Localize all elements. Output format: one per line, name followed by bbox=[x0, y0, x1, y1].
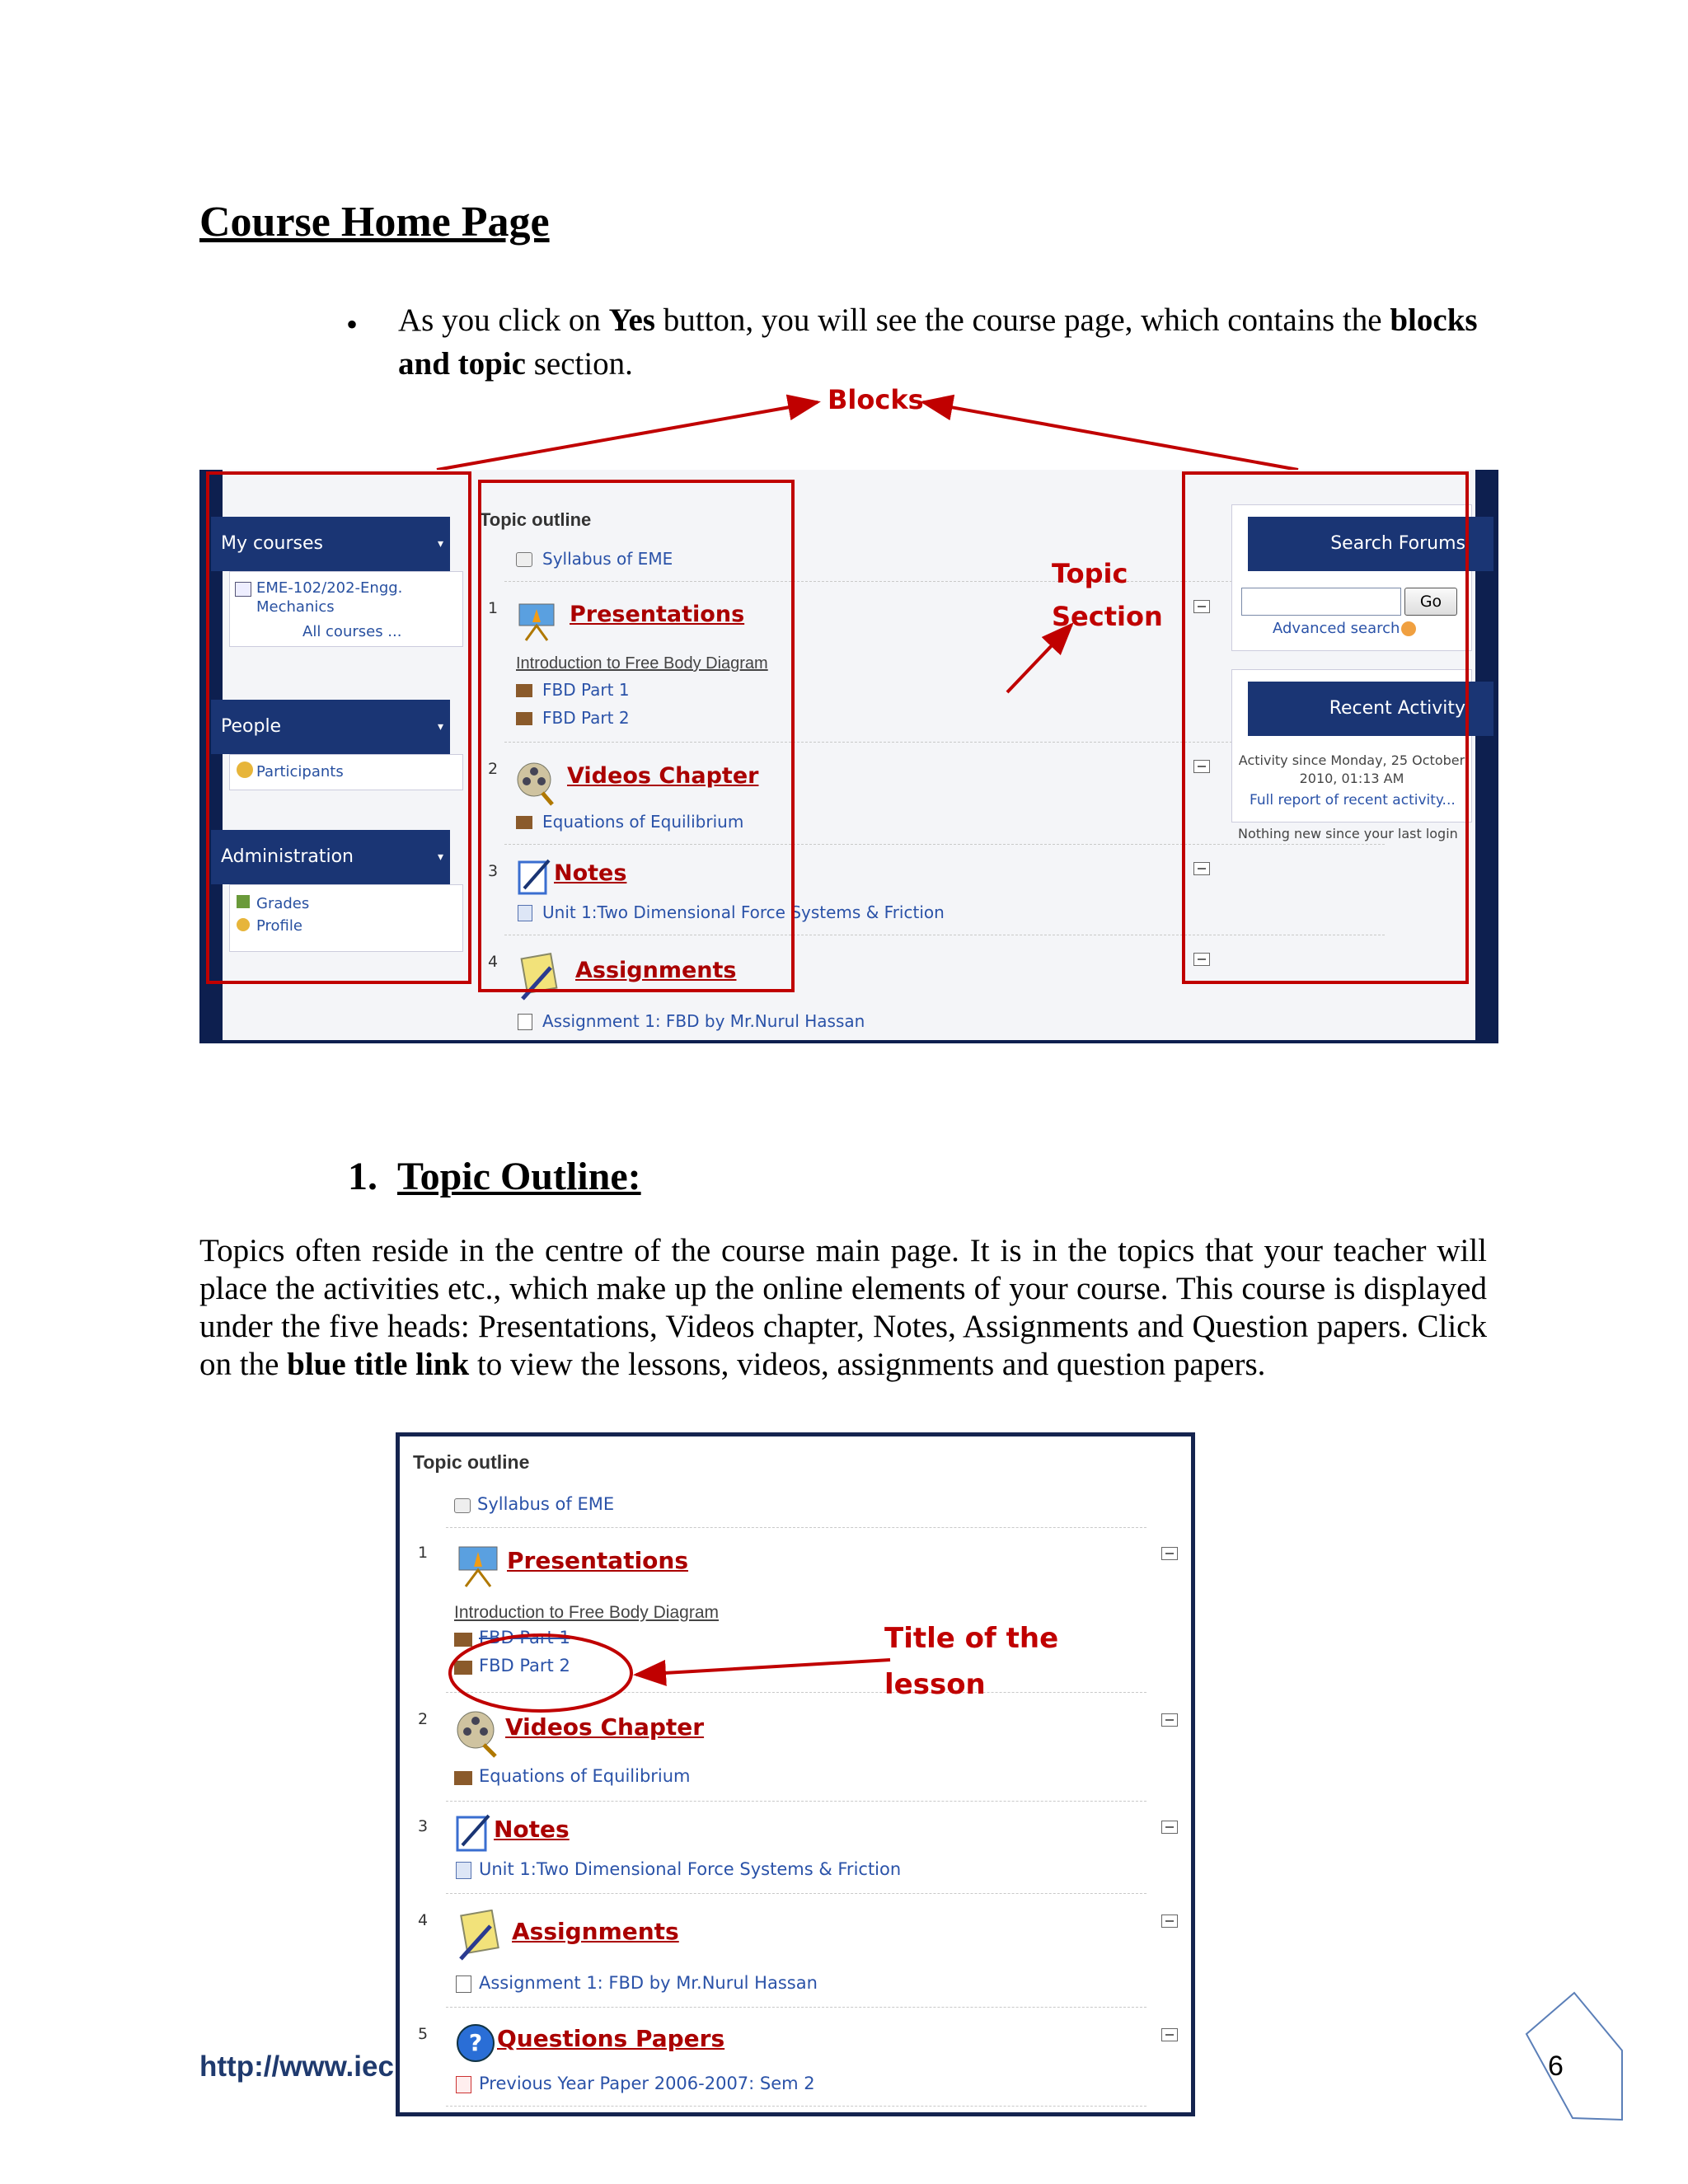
grades-link[interactable]: Grades bbox=[256, 895, 310, 912]
full-report-link[interactable]: Full report of recent activity... bbox=[1250, 792, 1456, 808]
topic-title-link[interactable]: Notes bbox=[494, 1816, 570, 1843]
topic-outline-header: Topic outline bbox=[480, 509, 592, 530]
all-courses-link[interactable]: All courses ... bbox=[302, 623, 402, 640]
lesson-label: Introduction to Free Body Diagram bbox=[454, 1603, 719, 1622]
page-title: Course Home Page bbox=[199, 199, 550, 246]
page-number: 6 bbox=[1548, 2050, 1564, 2082]
syllabus-link[interactable]: Syllabus of EME bbox=[477, 1494, 615, 1514]
topic-number: 5 bbox=[418, 2025, 429, 2043]
svg-text:?: ? bbox=[468, 2029, 483, 2056]
resource-link[interactable]: FBD Part 1 bbox=[479, 1628, 570, 1647]
syllabus-link[interactable]: Syllabus of EME bbox=[542, 549, 673, 569]
resource-link[interactable]: Equations of Equilibrium bbox=[479, 1766, 691, 1786]
footer-url[interactable]: http://www.iec bbox=[199, 2050, 394, 2083]
resource-link[interactable]: Assignment 1: FBD by Mr.Nurul Hassan bbox=[542, 1011, 865, 1031]
topic-number: 4 bbox=[418, 1911, 429, 1929]
resource-link[interactable]: Equations of Equilibrium bbox=[542, 812, 744, 832]
topic-number: 3 bbox=[418, 1817, 429, 1835]
topic-title-link[interactable]: Presentations bbox=[507, 1547, 689, 1574]
topic-title-link[interactable]: Videos Chapter bbox=[567, 763, 759, 789]
topic-title-link[interactable]: Questions Papers bbox=[497, 2025, 725, 2052]
topic-number: 2 bbox=[488, 760, 499, 778]
intro-text: As you click on Yes button, you will see the course page, which contains the blocks and topic section. bbox=[398, 302, 1478, 382]
topic-number: 1 bbox=[488, 599, 499, 617]
resource-link[interactable]: Unit 1:Two Dimensional Force Systems & Friction bbox=[542, 902, 945, 922]
topic-title-link[interactable]: Videos Chapter bbox=[505, 1713, 705, 1741]
topic-title-link[interactable]: Assignments bbox=[575, 958, 737, 983]
resource-link[interactable]: FBD Part 1 bbox=[542, 680, 630, 700]
my-courses-block-header[interactable]: My courses ▾ bbox=[211, 517, 450, 571]
resource-link[interactable]: Previous Year Paper 2006-2007: Sem 2 bbox=[479, 2074, 815, 2093]
topic-title-link[interactable]: Presentations bbox=[570, 602, 745, 627]
topic-title-link[interactable]: Notes bbox=[554, 860, 627, 886]
go-button[interactable]: Go bbox=[1404, 588, 1457, 616]
resource-link[interactable]: Assignment 1: FBD by Mr.Nurul Hassan bbox=[479, 1973, 818, 1993]
blocks-annotation: Blocks bbox=[828, 384, 924, 415]
body-paragraph: Topics often reside in the centre of the course main page. It is in the topics that your teacher will place the activities etc., which make up the online elements of your course. This course is displayed under the five heads: Presentations, Videos chapter, Notes, Assignments and Question papers. Click on the blue title link to view the lessons, videos, assignments and question papers. bbox=[199, 1233, 1487, 1382]
people-block-header[interactable]: People ▾ bbox=[211, 700, 450, 754]
resource-link[interactable]: FBD Part 2 bbox=[479, 1656, 570, 1675]
course-link[interactable]: EME-102/202-Engg. Mechanics bbox=[256, 579, 403, 616]
topic-outline-header: Topic outline bbox=[413, 1451, 530, 1473]
search-forums-header[interactable]: Search Forums bbox=[1248, 517, 1493, 571]
recent-activity-header[interactable]: Recent Activity bbox=[1248, 682, 1493, 736]
nothing-new-text: Nothing new since your last login bbox=[1238, 826, 1458, 841]
administration-block-header[interactable]: Administration ▾ bbox=[211, 830, 450, 884]
section-heading: 1. Topic Outline: bbox=[348, 1155, 641, 1198]
activity-since: Activity since Monday, 25 October 2010, 01:13 AM bbox=[1238, 752, 1465, 786]
topic-number: 1 bbox=[418, 1544, 429, 1562]
resource-link[interactable]: FBD Part 2 bbox=[542, 708, 630, 728]
lesson-title-annotation: Title of the lesson bbox=[884, 1622, 1059, 1701]
topic-number: 4 bbox=[488, 953, 499, 971]
profile-link[interactable]: Profile bbox=[256, 917, 302, 935]
topic-number: 2 bbox=[418, 1710, 429, 1728]
lesson-label: Introduction to Free Body Diagram bbox=[516, 654, 768, 673]
advanced-search-link[interactable]: Advanced search bbox=[1273, 620, 1400, 637]
topic-title-link[interactable]: Assignments bbox=[512, 1918, 679, 1945]
topic-number: 3 bbox=[488, 862, 499, 880]
participants-link[interactable]: Participants bbox=[256, 763, 344, 780]
resource-link[interactable]: Unit 1:Two Dimensional Force Systems & Friction bbox=[479, 1859, 902, 1879]
bullet: • bbox=[346, 306, 359, 343]
topic-section-annotation: Topic Section bbox=[1052, 558, 1163, 632]
